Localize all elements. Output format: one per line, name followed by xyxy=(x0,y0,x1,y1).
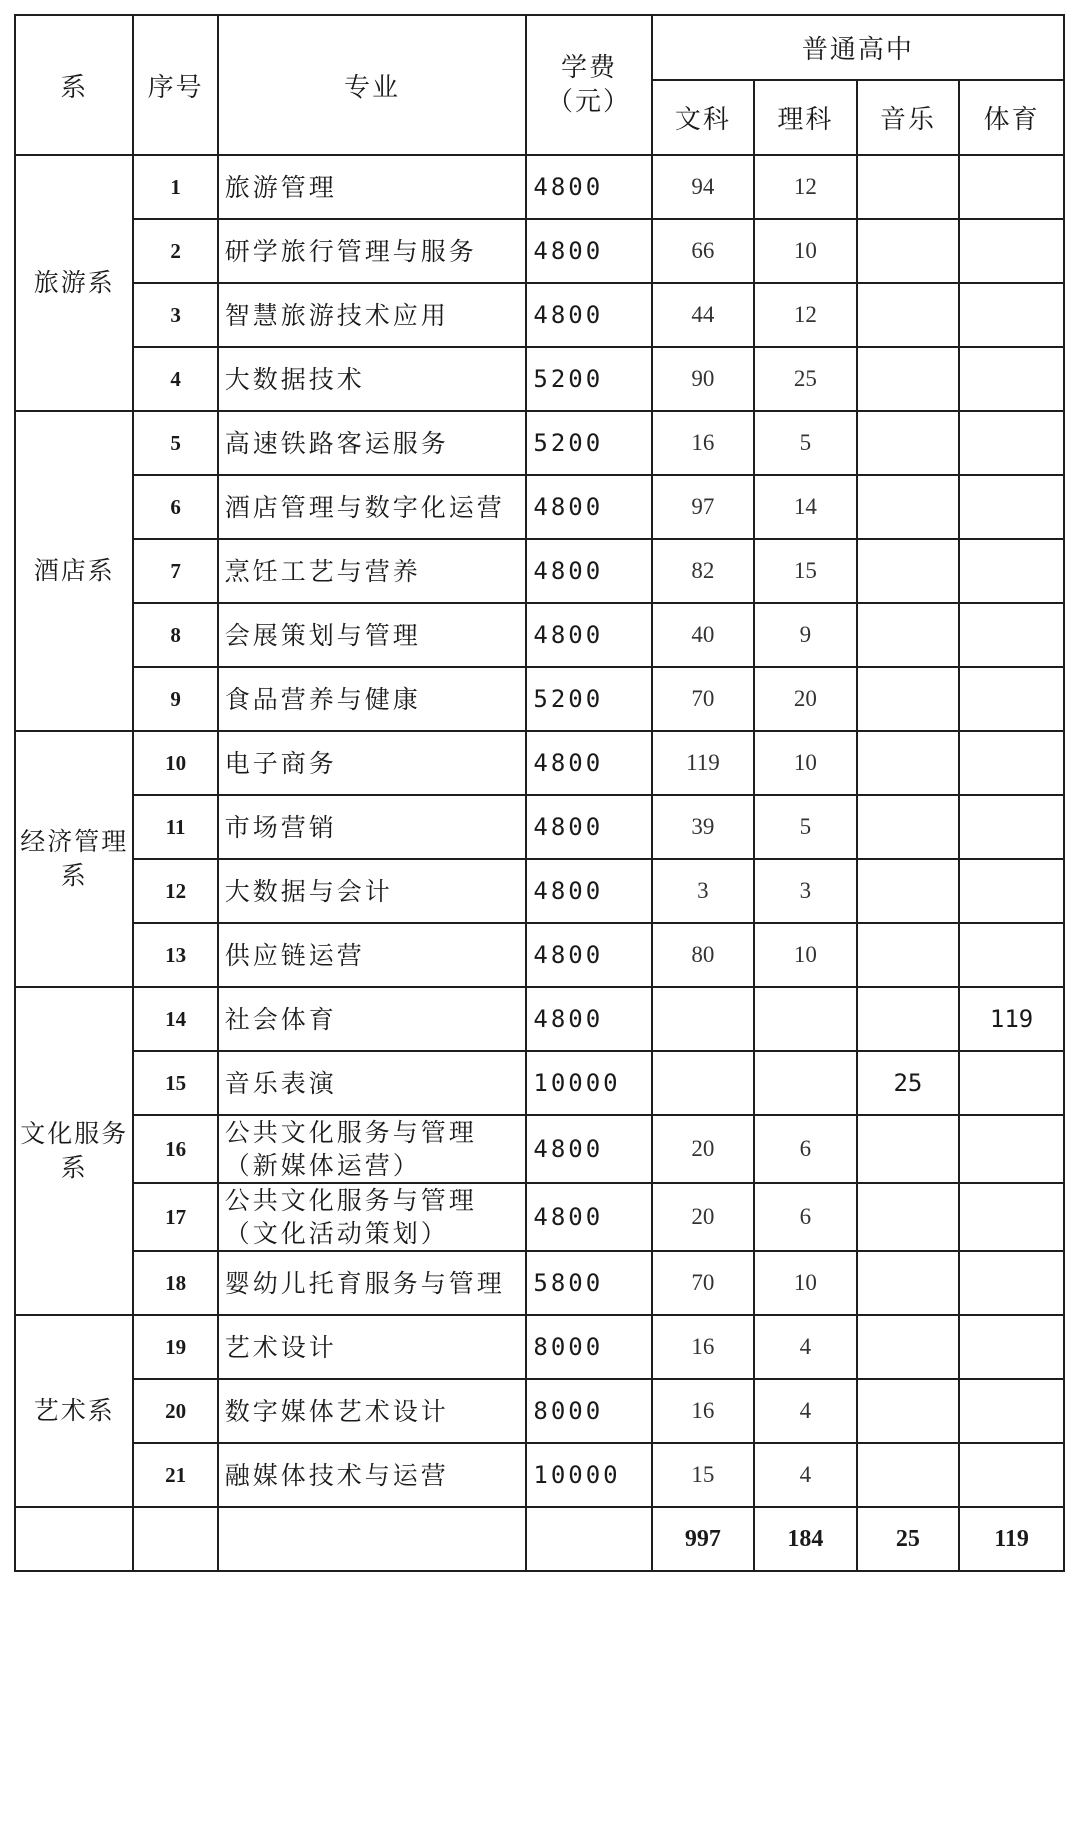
totals-empty-dept xyxy=(15,1507,133,1571)
seq-cell: 6 xyxy=(133,475,217,539)
major-cell: 公共文化服务与管理（文化活动策划） xyxy=(218,1183,527,1251)
sport-cell xyxy=(959,283,1064,347)
header-seq: 序号 xyxy=(133,15,217,155)
music-cell xyxy=(857,1115,960,1183)
music-cell xyxy=(857,1379,960,1443)
total-wenke: 997 xyxy=(652,1507,755,1571)
table-row xyxy=(15,283,1064,347)
enrollment-table-container xyxy=(14,14,1065,1572)
major-cell: 会展策划与管理 xyxy=(218,603,527,667)
fee-cell: 4800 xyxy=(526,1115,651,1183)
fee-cell: 4800 xyxy=(526,603,651,667)
header-like: 理科 xyxy=(754,80,857,155)
seq-cell: 10 xyxy=(133,731,217,795)
music-cell: 25 xyxy=(857,1051,960,1115)
table-row xyxy=(15,411,1064,475)
header-wenke: 文科 xyxy=(652,80,755,155)
fee-cell: 4800 xyxy=(526,859,651,923)
seq-cell: 12 xyxy=(133,859,217,923)
like-cell: 4 xyxy=(754,1443,857,1507)
wenke-cell: 20 xyxy=(652,1183,755,1251)
dept-cell: 经济管理系 xyxy=(15,731,133,987)
sport-cell: 119 xyxy=(959,987,1064,1051)
seq-cell: 19 xyxy=(133,1315,217,1379)
music-cell xyxy=(857,795,960,859)
major-cell: 艺术设计 xyxy=(218,1315,527,1379)
table-row xyxy=(15,795,1064,859)
sport-cell xyxy=(959,1051,1064,1115)
table-row xyxy=(15,1115,1064,1183)
like-cell: 10 xyxy=(754,731,857,795)
header-fee-line2: （元） xyxy=(547,87,632,117)
fee-cell: 4800 xyxy=(526,155,651,219)
sport-cell xyxy=(959,1379,1064,1443)
header-fee-line1: 学费 xyxy=(561,53,618,83)
like-cell: 4 xyxy=(754,1315,857,1379)
fee-cell: 10000 xyxy=(526,1443,651,1507)
fee-cell: 4800 xyxy=(526,1183,651,1251)
totals-empty-major xyxy=(218,1507,527,1571)
sport-cell xyxy=(959,411,1064,475)
wenke-cell: 3 xyxy=(652,859,755,923)
wenke-cell: 16 xyxy=(652,1379,755,1443)
table-row xyxy=(15,1183,1064,1251)
major-cell: 食品营养与健康 xyxy=(218,667,527,731)
totals-row xyxy=(15,1507,1064,1571)
table-row xyxy=(15,603,1064,667)
header-fee xyxy=(526,15,651,155)
like-cell: 25 xyxy=(754,347,857,411)
music-cell xyxy=(857,667,960,731)
seq-cell: 20 xyxy=(133,1379,217,1443)
table-row xyxy=(15,1051,1064,1115)
table-row xyxy=(15,859,1064,923)
sport-cell xyxy=(959,859,1064,923)
major-cell: 智慧旅游技术应用 xyxy=(218,283,527,347)
fee-cell: 4800 xyxy=(526,795,651,859)
seq-cell: 2 xyxy=(133,219,217,283)
totals-empty-fee xyxy=(526,1507,651,1571)
sport-cell xyxy=(959,1315,1064,1379)
sport-cell xyxy=(959,923,1064,987)
totals-empty-seq xyxy=(133,1507,217,1571)
major-cell: 公共文化服务与管理（新媒体运营） xyxy=(218,1115,527,1183)
wenke-cell: 97 xyxy=(652,475,755,539)
fee-cell: 4800 xyxy=(526,219,651,283)
seq-cell: 11 xyxy=(133,795,217,859)
seq-cell: 4 xyxy=(133,347,217,411)
total-like: 184 xyxy=(754,1507,857,1571)
table-row xyxy=(15,1315,1064,1379)
wenke-cell: 70 xyxy=(652,1251,755,1315)
table-row xyxy=(15,219,1064,283)
sport-cell xyxy=(959,539,1064,603)
sport-cell xyxy=(959,219,1064,283)
wenke-cell: 15 xyxy=(652,1443,755,1507)
wenke-cell xyxy=(652,987,755,1051)
wenke-cell: 40 xyxy=(652,603,755,667)
like-cell: 6 xyxy=(754,1115,857,1183)
wenke-cell: 119 xyxy=(652,731,755,795)
sport-cell xyxy=(959,1115,1064,1183)
major-cell: 烹饪工艺与营养 xyxy=(218,539,527,603)
wenke-cell: 66 xyxy=(652,219,755,283)
table-row xyxy=(15,475,1064,539)
major-cell: 高速铁路客运服务 xyxy=(218,411,527,475)
header-music: 音乐 xyxy=(857,80,960,155)
sport-cell xyxy=(959,155,1064,219)
music-cell xyxy=(857,219,960,283)
sport-cell xyxy=(959,795,1064,859)
major-cell: 研学旅行管理与服务 xyxy=(218,219,527,283)
table-row xyxy=(15,923,1064,987)
dept-cell: 旅游系 xyxy=(15,155,133,411)
like-cell xyxy=(754,1051,857,1115)
like-cell: 5 xyxy=(754,411,857,475)
music-cell xyxy=(857,411,960,475)
fee-cell: 5200 xyxy=(526,667,651,731)
seq-cell: 14 xyxy=(133,987,217,1051)
like-cell: 6 xyxy=(754,1183,857,1251)
major-cell: 音乐表演 xyxy=(218,1051,527,1115)
major-cell: 融媒体技术与运营 xyxy=(218,1443,527,1507)
major-cell: 大数据与会计 xyxy=(218,859,527,923)
seq-cell: 13 xyxy=(133,923,217,987)
sport-cell xyxy=(959,603,1064,667)
like-cell: 5 xyxy=(754,795,857,859)
header-group: 普通高中 xyxy=(652,15,1064,80)
major-cell: 酒店管理与数字化运营 xyxy=(218,475,527,539)
music-cell xyxy=(857,1183,960,1251)
music-cell xyxy=(857,539,960,603)
major-cell: 数字媒体艺术设计 xyxy=(218,1379,527,1443)
fee-cell: 5200 xyxy=(526,347,651,411)
enrollment-table xyxy=(14,14,1065,1572)
seq-cell: 8 xyxy=(133,603,217,667)
music-cell xyxy=(857,1315,960,1379)
dept-cell: 酒店系 xyxy=(15,411,133,731)
fee-cell: 5800 xyxy=(526,1251,651,1315)
major-cell: 大数据技术 xyxy=(218,347,527,411)
major-cell: 市场营销 xyxy=(218,795,527,859)
seq-cell: 3 xyxy=(133,283,217,347)
fee-cell: 5200 xyxy=(526,411,651,475)
major-cell: 旅游管理 xyxy=(218,155,527,219)
sport-cell xyxy=(959,1443,1064,1507)
fee-cell: 4800 xyxy=(526,923,651,987)
fee-cell: 4800 xyxy=(526,539,651,603)
fee-cell: 4800 xyxy=(526,731,651,795)
table-row xyxy=(15,1443,1064,1507)
wenke-cell: 16 xyxy=(652,1315,755,1379)
sport-cell xyxy=(959,475,1064,539)
like-cell: 10 xyxy=(754,1251,857,1315)
header-sport: 体育 xyxy=(959,80,1064,155)
wenke-cell: 70 xyxy=(652,667,755,731)
like-cell: 4 xyxy=(754,1379,857,1443)
music-cell xyxy=(857,1443,960,1507)
music-cell xyxy=(857,155,960,219)
music-cell xyxy=(857,1251,960,1315)
music-cell xyxy=(857,923,960,987)
like-cell: 14 xyxy=(754,475,857,539)
music-cell xyxy=(857,859,960,923)
music-cell xyxy=(857,347,960,411)
wenke-cell: 20 xyxy=(652,1115,755,1183)
music-cell xyxy=(857,987,960,1051)
seq-cell: 1 xyxy=(133,155,217,219)
sport-cell xyxy=(959,1251,1064,1315)
seq-cell: 21 xyxy=(133,1443,217,1507)
table-row xyxy=(15,539,1064,603)
like-cell xyxy=(754,987,857,1051)
table-row xyxy=(15,731,1064,795)
wenke-cell: 80 xyxy=(652,923,755,987)
like-cell: 3 xyxy=(754,859,857,923)
major-cell: 电子商务 xyxy=(218,731,527,795)
like-cell: 12 xyxy=(754,283,857,347)
wenke-cell: 39 xyxy=(652,795,755,859)
fee-cell: 10000 xyxy=(526,1051,651,1115)
like-cell: 9 xyxy=(754,603,857,667)
like-cell: 10 xyxy=(754,219,857,283)
sport-cell xyxy=(959,347,1064,411)
table-row xyxy=(15,987,1064,1051)
header-major: 专业 xyxy=(218,15,527,155)
like-cell: 12 xyxy=(754,155,857,219)
header-dept: 系 xyxy=(15,15,133,155)
seq-cell: 7 xyxy=(133,539,217,603)
wenke-cell: 16 xyxy=(652,411,755,475)
seq-cell: 17 xyxy=(133,1183,217,1251)
major-cell: 供应链运营 xyxy=(218,923,527,987)
table-row xyxy=(15,1379,1064,1443)
wenke-cell: 90 xyxy=(652,347,755,411)
fee-cell: 8000 xyxy=(526,1379,651,1443)
major-cell: 社会体育 xyxy=(218,987,527,1051)
seq-cell: 5 xyxy=(133,411,217,475)
major-cell: 婴幼儿托育服务与管理 xyxy=(218,1251,527,1315)
table-row xyxy=(15,347,1064,411)
dept-cell: 文化服务系 xyxy=(15,987,133,1315)
wenke-cell: 44 xyxy=(652,283,755,347)
music-cell xyxy=(857,475,960,539)
seq-cell: 15 xyxy=(133,1051,217,1115)
music-cell xyxy=(857,603,960,667)
seq-cell: 18 xyxy=(133,1251,217,1315)
table-row xyxy=(15,155,1064,219)
total-music: 25 xyxy=(857,1507,960,1571)
fee-cell: 4800 xyxy=(526,283,651,347)
sport-cell xyxy=(959,731,1064,795)
dept-cell: 艺术系 xyxy=(15,1315,133,1507)
header-row-1 xyxy=(15,15,1064,80)
fee-cell: 4800 xyxy=(526,475,651,539)
wenke-cell xyxy=(652,1051,755,1115)
wenke-cell: 82 xyxy=(652,539,755,603)
like-cell: 10 xyxy=(754,923,857,987)
like-cell: 20 xyxy=(754,667,857,731)
sport-cell xyxy=(959,667,1064,731)
wenke-cell: 94 xyxy=(652,155,755,219)
table-row xyxy=(15,1251,1064,1315)
fee-cell: 8000 xyxy=(526,1315,651,1379)
seq-cell: 16 xyxy=(133,1115,217,1183)
fee-cell: 4800 xyxy=(526,987,651,1051)
sport-cell xyxy=(959,1183,1064,1251)
music-cell xyxy=(857,283,960,347)
total-sport: 119 xyxy=(959,1507,1064,1571)
music-cell xyxy=(857,731,960,795)
table-row xyxy=(15,667,1064,731)
seq-cell: 9 xyxy=(133,667,217,731)
like-cell: 15 xyxy=(754,539,857,603)
